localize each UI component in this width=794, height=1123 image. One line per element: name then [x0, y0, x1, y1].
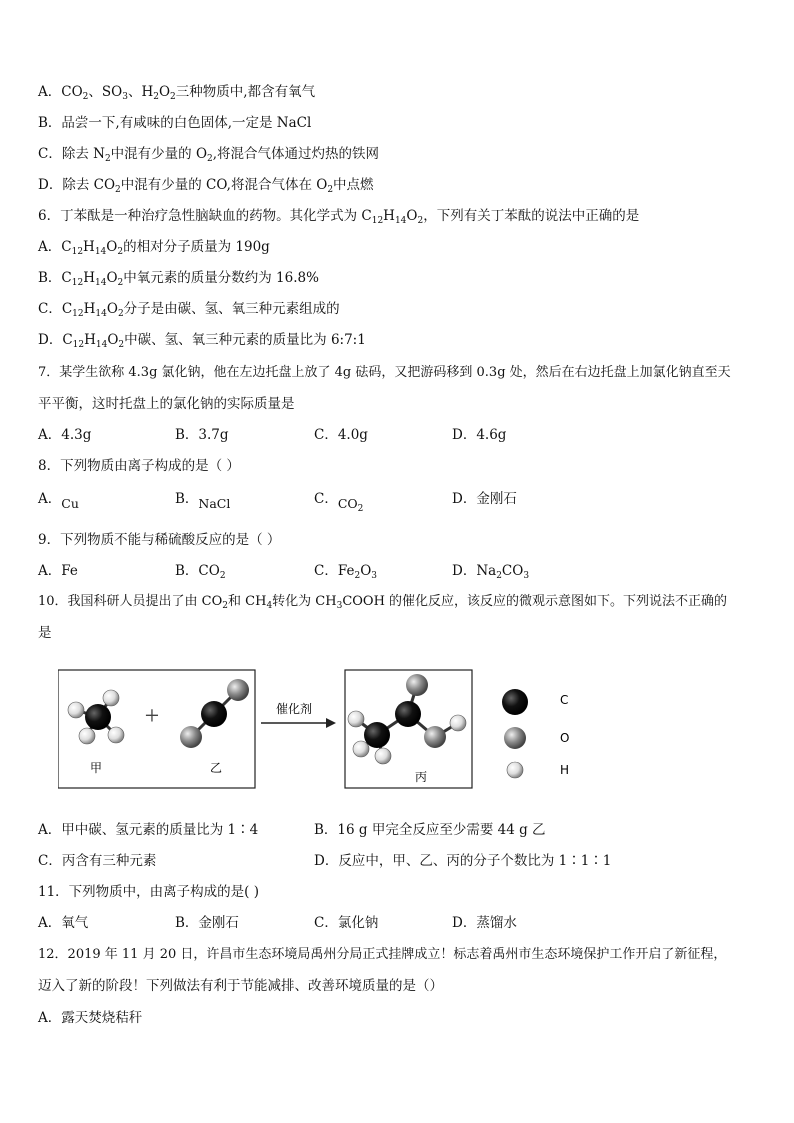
- q12-stem-line2: 迈入了新的阶段！下列做法有利于节能减排、改善环境质量的是（）: [38, 978, 443, 994]
- q10-option-b: B．16 g 甲完全反应至少需要 44 g 乙: [314, 822, 546, 838]
- q11-stem: 11．下列物质中，由离子构成的是( ): [38, 884, 260, 900]
- q7-stem-line2: 平平衡，这时托盘上的氯化钠的实际质量是: [38, 396, 295, 412]
- q9-option-d: D．$Na_2CO_3$: [452, 563, 530, 581]
- legend-oxygen-atom-icon: [504, 727, 526, 749]
- label-bing: 丙: [414, 770, 428, 784]
- legend-carbon-label: C: [560, 693, 569, 707]
- q7-option-b: B．3.7g: [175, 427, 229, 443]
- q7-stem-line1: 7．某学生欲称 4.3g 氯化钠，他在左边托盘上放了 4g 砝码，又把游码移到 0.3g 处，然后在右边托盘上加氯化钠直至天: [38, 365, 731, 380]
- q6-option-b: B．$C_{12}H_{14}O_2$中氧元素的质量分数约为 16.8%: [38, 270, 319, 288]
- q6-option-c: C．$C_{12}H_{14}O_2$分子是由碳、氢、氧三种元素组成的: [38, 301, 340, 319]
- label-jia: 甲: [89, 761, 103, 775]
- catalyst-label: 催化剂: [275, 702, 313, 716]
- q8-option-a: A．Cu: [38, 491, 79, 511]
- q5-option-d: D．除去 $CO_2$中混有少量的 CO,将混合气体在 $O_2$中点燃: [38, 177, 374, 195]
- legend-hydrogen-atom-icon: [507, 762, 523, 778]
- q11-option-b: B．金刚石: [175, 915, 239, 931]
- q7-option-a: A．4.3g: [38, 427, 92, 443]
- q5-option-b: B．品尝一下,有咸味的白色固体,一定是 NaCl: [38, 115, 312, 131]
- q9-option-b: B．$CO_2$: [175, 563, 226, 581]
- q11-option-d: D．蒸馏水: [452, 915, 517, 931]
- legend-hydrogen-label: H: [560, 763, 570, 777]
- q8-option-b: B．NaCl: [175, 491, 231, 511]
- plus-sign: +: [144, 701, 160, 730]
- q8-option-c: C．$CO_2$: [314, 491, 364, 514]
- q7-option-c: C．4.0g: [314, 427, 368, 443]
- q8-option-d: D．金刚石: [452, 491, 517, 507]
- q9-option-a: A．Fe: [38, 563, 78, 579]
- q6-stem: 6．丁苯酞是一种治疗急性脑缺血的药物。其化学式为 $C_{12}H_{14}O_2$，下列有关丁苯酞的说法中正确的是: [38, 208, 640, 226]
- legend-oxygen-label: O: [560, 731, 570, 745]
- q6-option-a: A．$C_{12}H_{14}O_2$的相对分子质量为 190g: [38, 239, 270, 257]
- q9-stem: 9．下列物质不能与稀硫酸反应的是（ ）: [38, 532, 281, 548]
- q9-option-c: C．$Fe_2O_3$: [314, 563, 377, 581]
- legend-carbon-atom-icon: [502, 689, 528, 715]
- arrowhead-icon: [326, 718, 336, 728]
- q10-option-c: C．丙含有三种元素: [38, 853, 157, 869]
- q10-stem-line1: 10．我国科研人员提出了由 $CO_2$和 $CH_4$转化为 $CH_3COOH$ 的催化反应，该反应的微观示意图如下。下列说法不正确的: [38, 594, 728, 611]
- q11-option-c: C．氯化钠: [314, 915, 379, 931]
- q10-option-a: A．甲中碳、氢元素的质量比为 1∶4: [38, 822, 259, 838]
- carbon-dioxide-molecule: [180, 679, 249, 748]
- q12-option-a: A．露天焚烧秸秆: [38, 1010, 143, 1026]
- label-yi: 乙: [209, 761, 223, 775]
- legend: [502, 689, 569, 778]
- reaction-diagram: [58, 668, 618, 793]
- q10-option-d: D．反应中，甲、乙、丙的分子个数比为 1∶1∶1: [314, 853, 612, 869]
- q12-stem-line1: 12．2019 年 11 月 20 日，许昌市生态环境局禹州分局正式挂牌成立！标志着禹州市生态环境保护工作开启了新征程，: [38, 947, 727, 962]
- methane-molecule: [68, 690, 124, 744]
- q10-stem-line2: 是: [38, 625, 52, 641]
- acetic-acid-molecule: [348, 674, 466, 764]
- q11-option-a: A．氧气: [38, 915, 89, 931]
- q6-option-d: D．$C_{12}H_{14}O_2$中碳、氢、氧三种元素的质量比为 6:7:1: [38, 332, 366, 350]
- q7-option-d: D．4.6g: [452, 427, 507, 443]
- q5-option-c: C．除去 $N_2$中混有少量的 $O_2$,将混合气体通过灼热的铁网: [38, 146, 380, 164]
- q5-option-a: A．$CO_2$、$SO_3$、$H_2O_2$三种物质中,都含有氧气: [38, 84, 316, 102]
- q8-stem: 8．下列物质由离子构成的是（ ）: [38, 458, 240, 474]
